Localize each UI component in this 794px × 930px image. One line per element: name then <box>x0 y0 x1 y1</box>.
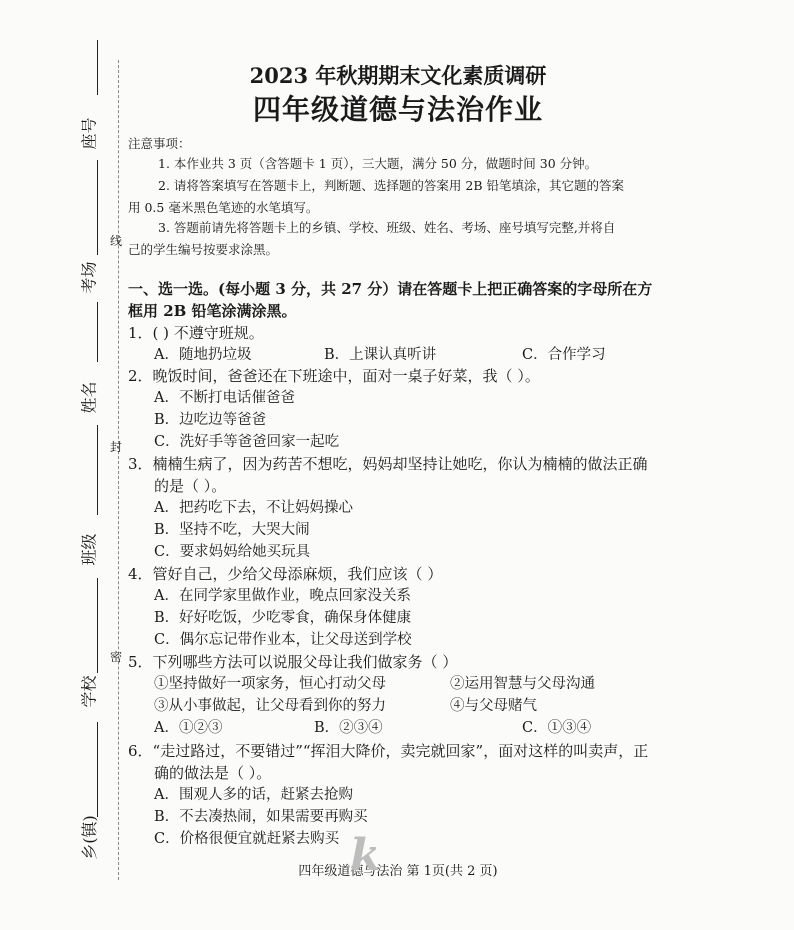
name-label: 姓名 <box>79 381 99 414</box>
subject-title: 四年级道德与法治作业 <box>252 93 543 126</box>
question-3-option-b: B．坚持不吃，大哭大闹 <box>154 522 310 538</box>
class-line <box>97 425 98 515</box>
question-1-option-c: C．合作学习 <box>522 347 606 363</box>
question-5-item-4: ④与父母赌气 <box>450 698 537 714</box>
class-label: 班级 <box>79 533 99 566</box>
seal-line <box>118 60 119 880</box>
question-5-stem: 5．下列哪些方法可以说服父母让我们做家务（ ） <box>128 653 458 671</box>
note-item: 3. 答题前请先将答题卡上的乡镇、学校、班级、姓名、考场、座号填写完整,并将自 <box>158 220 616 235</box>
seat-line <box>97 40 98 95</box>
question-1-option-b: B．上课认真听讲 <box>324 347 437 363</box>
question-6-stem: 6．“走过路过，不要错过”“挥泪大降价，卖完就回家”，面对这样的叫卖声，正 <box>128 742 649 760</box>
school-label: 学校 <box>79 675 99 708</box>
exam-title: 2023 年秋期期末文化素质调研 <box>249 63 547 88</box>
question-6-option-b: B．不去凑热闹，如果需要再购买 <box>154 809 368 825</box>
school-line <box>97 578 98 673</box>
question-5-option-a: A．①②③ <box>154 720 223 736</box>
question-2-option-c: C．洗好手等爸爸回家一起吃 <box>154 434 340 450</box>
exam-room-label: 考场 <box>79 261 99 294</box>
question-2-option-a: A．不断打电话催爸爸 <box>154 390 295 406</box>
section-heading: 一、选一选。(每小题 3 分，共 27 分）请在答题卡上把正确答案的字母所在方 <box>128 280 653 298</box>
binding-margin <box>0 0 123 930</box>
question-5-item-1: ①坚持做好一项家务，恒心打动父母 <box>154 676 386 692</box>
question-5-option-b: B．②③④ <box>314 720 383 736</box>
question-4-option-b: B．好好吃饭，少吃零食，确保身体健康 <box>154 610 412 626</box>
question-4-option-a: A．在同学家里做作业，晚点回家没关系 <box>154 588 411 604</box>
exam-room-line <box>97 160 98 255</box>
question-2-stem: 2．晚饭时间，爸爸还在下班途中，面对一桌子好菜，我（ ）。 <box>128 367 540 385</box>
question-3-stem: 3．楠楠生病了，因为药苦不想吃，妈妈却坚持让她吃，你认为楠楠的做法正确 <box>128 455 648 473</box>
question-5-item-2: ②运用智慧与父母沟通 <box>450 676 595 692</box>
note-item: 1. 本作业共 3 页（含答题卡 1 页），三大题，满分 50 分，做题时间 30 分钟。 <box>158 156 598 171</box>
seat-label: 座号 <box>79 117 99 150</box>
note-item: 2. 请将答案填写在答题卡上，判断题、选择题的答案用 2B 铅笔填涂，其它题的答案 <box>158 178 624 193</box>
question-6-option-c: C．价格很便宜就赶紧去购买 <box>154 831 340 847</box>
note-item: 己的学生编号按要求涂黑。 <box>128 242 279 257</box>
question-2-option-b: B．边吃边等爸爸 <box>154 412 267 428</box>
question-6-option-a: A．围观人多的话，赶紧去抢购 <box>154 787 353 803</box>
question-4-stem: 4．管好自己，少给父母添麻烦，我们应该（ ） <box>128 565 443 583</box>
name-line <box>97 302 98 362</box>
town-label: 乡(镇) <box>79 815 99 860</box>
question-6-stem-cont: 确的做法是（ ）。 <box>154 764 272 782</box>
watermark-logo: k <box>350 830 381 881</box>
notes-heading: 注意事项： <box>128 136 191 151</box>
question-3-stem-cont: 的是（ ）。 <box>154 477 227 495</box>
town-line <box>97 722 98 817</box>
page-footer: 四年级道德与法治 第 1页(共 2 页) <box>298 864 498 879</box>
seal-char-secret: 密 <box>110 650 123 664</box>
question-1-stem: 1．( ) 不遵守班规。 <box>128 324 264 342</box>
note-item: 用 0.5 毫米黑色笔迹的水笔填写。 <box>128 200 319 215</box>
question-4-option-c: C．偶尔忘记带作业本，让父母送到学校 <box>154 632 412 648</box>
seal-char-seal: 封 <box>110 440 123 454</box>
seal-char-line: 线 <box>110 234 123 248</box>
question-3-option-c: C．要求妈妈给她买玩具 <box>154 544 311 560</box>
question-5-option-c: C．①③④ <box>522 720 592 736</box>
question-1-option-a: A．随地扔垃圾 <box>154 347 252 363</box>
section-heading-cont: 框用 2B 铅笔涂满涂黑。 <box>128 302 297 320</box>
question-5-item-3: ③从小事做起，让父母看到你的努力 <box>154 698 386 714</box>
question-3-option-a: A．把药吃下去，不让妈妈操心 <box>154 500 353 516</box>
